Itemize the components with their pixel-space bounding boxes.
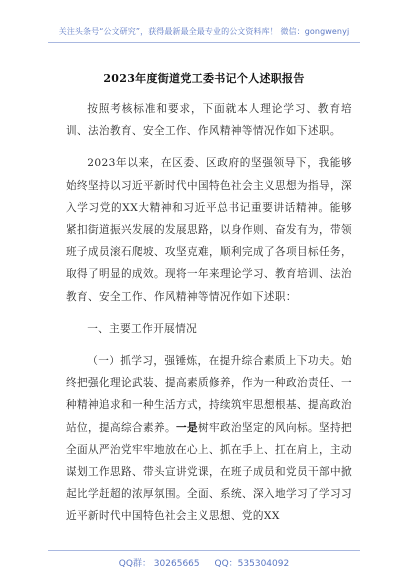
paragraph-study	[66, 350, 352, 528]
footer-divider	[48, 550, 360, 551]
header-note: 关注头条号“公文研究”，获得最新最全最专业的公文资料库！ 微信：gongwenyj	[58, 27, 350, 36]
paragraph-intro: 按照考核标准和要求，下面就本人理论学习、教育培训、法治教育、安全工作、作风精神等情况作如下述职。	[66, 103, 352, 138]
footer-qq-group: QQ群： 30265665	[118, 559, 200, 569]
header-divider	[48, 42, 360, 43]
footer-qq: QQ：535304092	[214, 559, 290, 569]
section-heading: 一、主要工作开展情况	[87, 322, 198, 335]
document-body	[66, 98, 352, 528]
paragraph-study-text-2: 树牢政治坚定的风向标。坚持把全面从严治党牢牢地放在心上、抓在手上、扛在肩上，主动谋划工作思路、带头宣讲党课，在班子成员和党员干部中掀起比学赶超的浓厚氛围。全面、系统、深入地学习了学习习近平新时代中国特色社会主义思想、党的XX	[66, 421, 352, 523]
paragraph-study-bold: 一是	[176, 421, 198, 434]
paragraph-study-text: （一）抓学习，强锤炼，在提升综合素质上下功夫。始终把强化理论武装、提高素质修养，作为一种政治责任、一种精神追求和一种生活方式，持续筑牢思想根基、提高政治站位，提高综合素养。	[66, 355, 352, 434]
footer-note	[0, 556, 408, 569]
document-title: 2023年度街道党工委书记个人述职报告	[103, 72, 305, 85]
paragraph-overview: 2023年以来，在区委、区政府的坚强领导下，我能够始终坚持以习近平新时代中国特色社会主义思想为指导，深入学习党的XX大精神和习近平总书记重要讲话精神。能够紧扣街道振兴发展的发展思路，以身作则、奋发有为，带领班子成员滚石爬坡、攻坚克难，顺利完成了各项目标任务，取得了明显的成效。现将一年来理论学习、教育培训、法治教育、安全工作、作风精神等情况作如下述职：	[66, 157, 352, 303]
